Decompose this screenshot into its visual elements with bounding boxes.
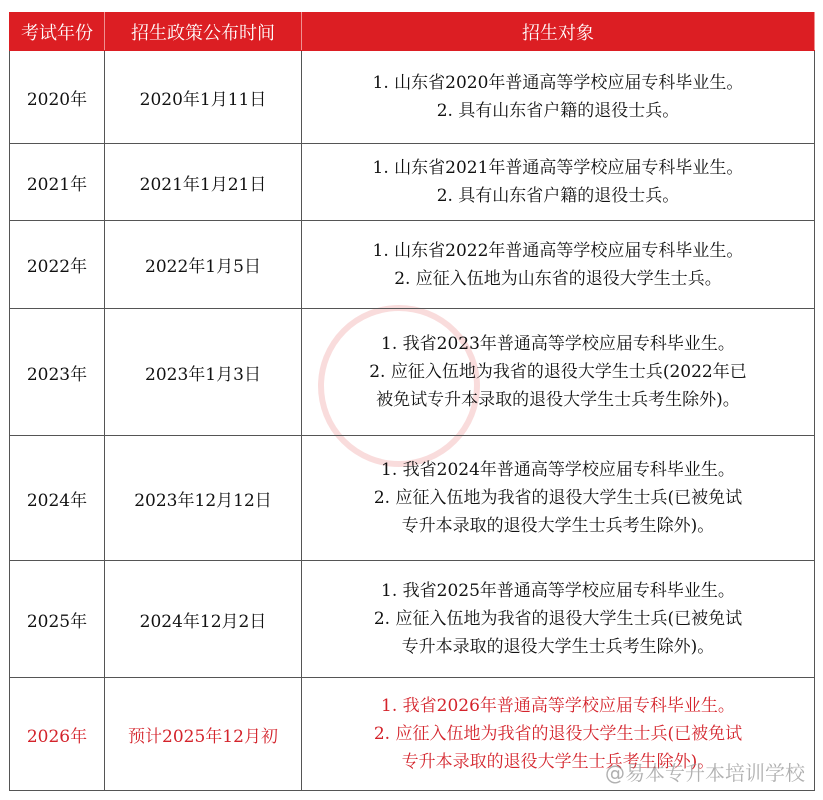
table-row <box>10 436 815 561</box>
admission-policy-table <box>9 12 815 791</box>
admission-target-cell <box>302 309 815 436</box>
table-header-row <box>10 13 815 51</box>
target-line: 1. 山东省2020年普通高等学校应届专科毕业生。 <box>372 73 744 93</box>
policy-date-cell: 2023年12月12日 <box>105 436 302 561</box>
exam-year-cell: 2024年 <box>10 436 105 561</box>
target-line: 专升本录取的退役大学生士兵考生除外)。 <box>401 516 715 536</box>
admission-target-cell <box>302 144 815 221</box>
target-line: 2. 应征入伍地为我省的退役大学生士兵(2022年已 <box>369 362 747 382</box>
exam-year-cell: 2020年 <box>10 51 105 144</box>
target-line: 1. 我省2025年普通高等学校应届专科毕业生。 <box>381 581 735 601</box>
target-line: 2. 具有山东省户籍的退役士兵。 <box>436 186 680 206</box>
admission-target-cell <box>302 561 815 678</box>
table-row <box>10 51 815 144</box>
target-line: 专升本录取的退役大学生士兵考生除外)。 <box>401 752 715 772</box>
table-row <box>10 221 815 309</box>
table-row <box>10 309 815 436</box>
target-line: 1. 我省2023年普通高等学校应届专科毕业生。 <box>381 334 735 354</box>
exam-year-cell: 2025年 <box>10 561 105 678</box>
target-line: 专升本录取的退役大学生士兵考生除外)。 <box>401 637 715 657</box>
exam-year-cell: 2021年 <box>10 144 105 221</box>
policy-date-cell: 2021年1月21日 <box>105 144 302 221</box>
target-line: 被免试专升本录取的退役大学生士兵考生除外)。 <box>376 390 740 410</box>
admission-target-cell <box>302 436 815 561</box>
header-exam-year: 考试年份 <box>10 13 105 51</box>
policy-date-cell: 2024年12月2日 <box>105 561 302 678</box>
target-line: 1. 山东省2021年普通高等学校应届专科毕业生。 <box>372 158 744 178</box>
exam-year-cell: 2023年 <box>10 309 105 436</box>
target-line: 1. 山东省2022年普通高等学校应届专科毕业生。 <box>372 240 744 261</box>
target-line: 1. 我省2026年普通高等学校应届专科毕业生。 <box>381 696 735 716</box>
policy-date-cell: 2022年1月5日 <box>105 221 302 309</box>
table-row <box>10 561 815 678</box>
header-policy-date: 招生政策公布时间 <box>105 13 302 51</box>
target-line: 1. 我省2024年普通高等学校应届专科毕业生。 <box>381 460 735 480</box>
admission-target-cell <box>302 221 815 309</box>
target-line: 2. 应征入伍地为我省的退役大学生士兵(已被免试 <box>373 609 743 629</box>
exam-year-cell: 2022年 <box>10 221 105 309</box>
policy-date-cell: 预计2025年12月初 <box>105 678 302 791</box>
target-line: 2. 应征入伍地为山东省的退役大学生士兵。 <box>394 268 722 289</box>
policy-date-cell: 2020年1月11日 <box>105 51 302 144</box>
target-line: 2. 具有山东省户籍的退役士兵。 <box>436 101 680 121</box>
target-line: 2. 应征入伍地为我省的退役大学生士兵(已被免试 <box>373 488 743 508</box>
policy-date-cell: 2023年1月3日 <box>105 309 302 436</box>
source-watermark: @易本专升本培训学校 <box>605 761 805 785</box>
target-line: 2. 应征入伍地为我省的退役大学生士兵(已被免试 <box>373 724 743 744</box>
exam-year-cell: 2026年 <box>10 678 105 791</box>
admission-target-cell <box>302 51 815 144</box>
table-row <box>10 144 815 221</box>
header-admission-target: 招生对象 <box>302 13 815 51</box>
